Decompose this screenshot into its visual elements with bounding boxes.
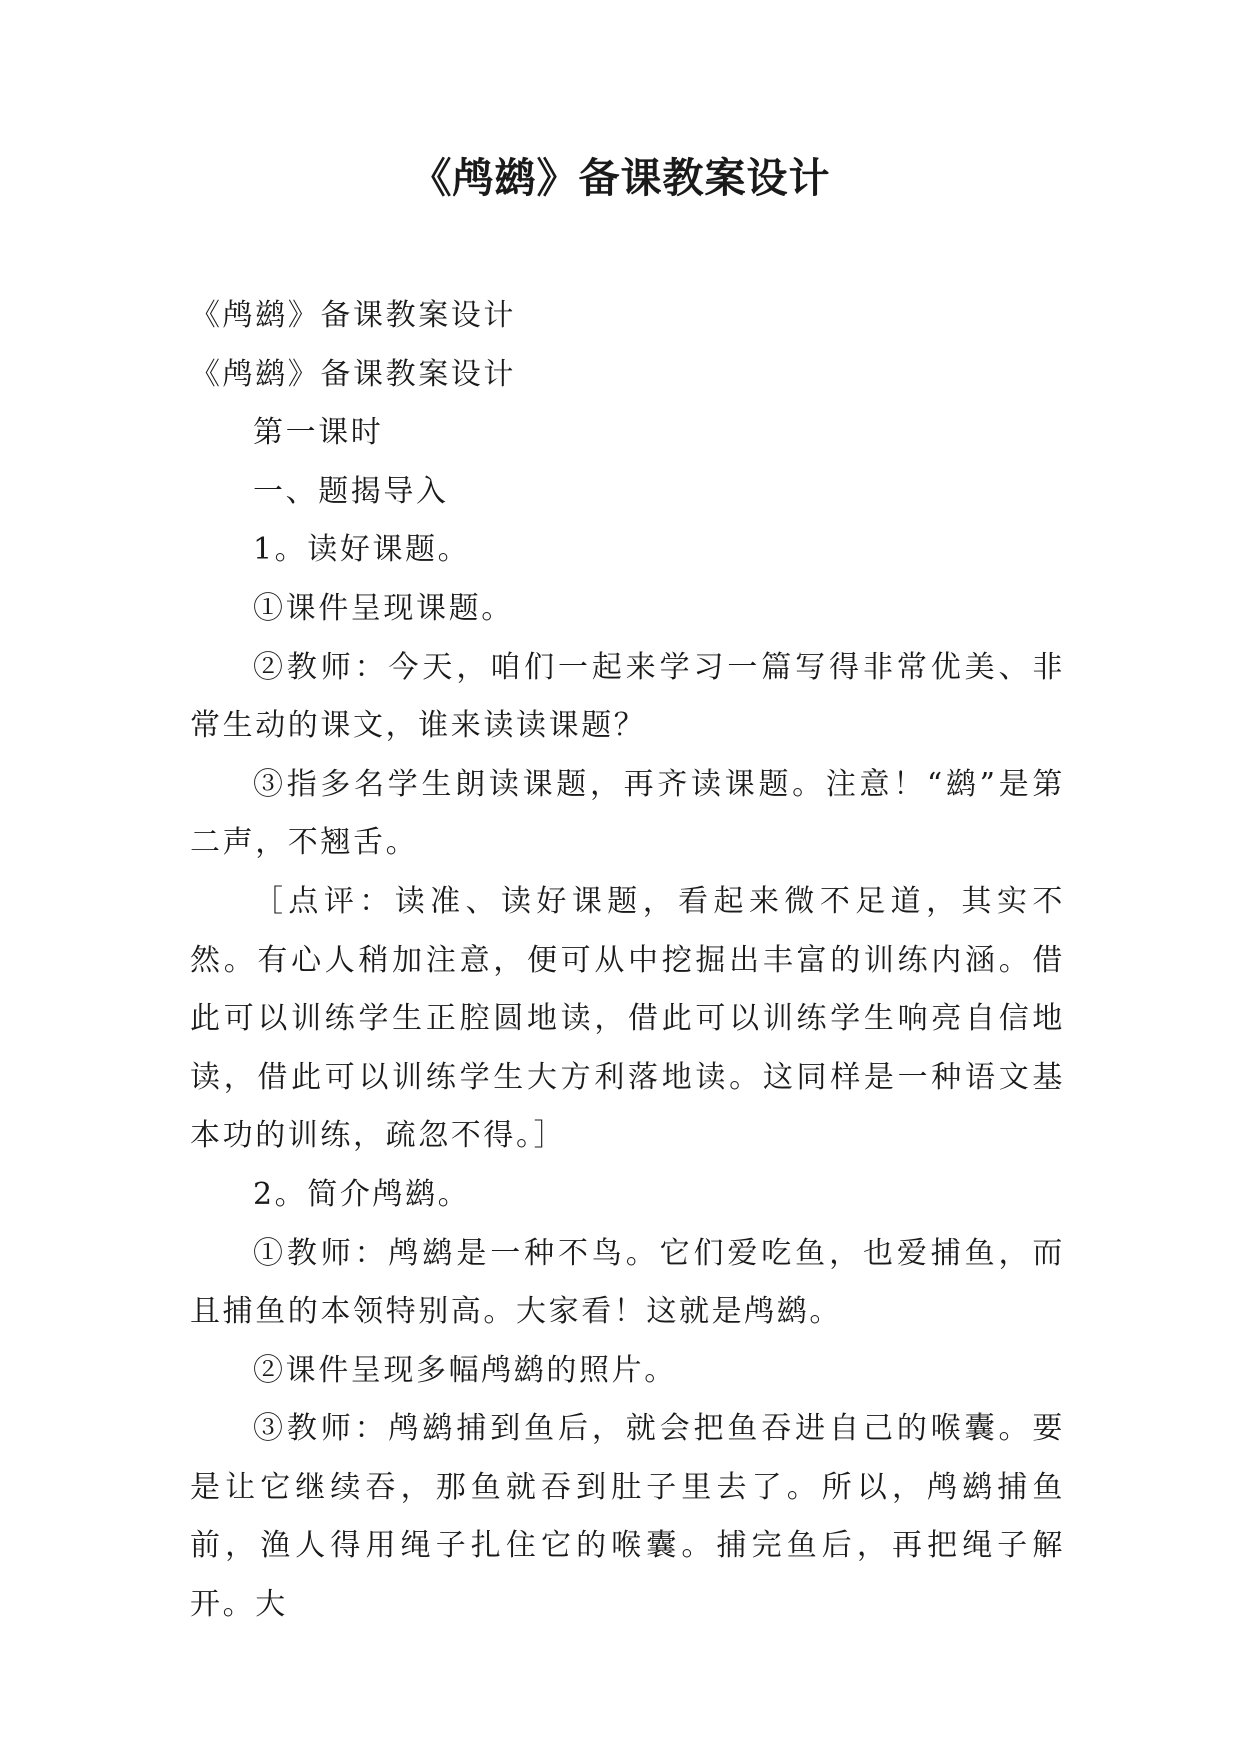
- paragraph-subtitle-1: 《鸬鹚》备课教案设计: [190, 298, 516, 333]
- paragraph-step-1: 1。读好课题。: [253, 532, 471, 568]
- document-body: [190, 287, 1065, 1635]
- paragraph-item: ③教师：鸬鹚捕到鱼后，就会把鱼吞进自己的喉囊。要是让它继续吞，那鱼就吞到肚子里去了。所以，鸬鹚捕鱼前，渔人得用绳子扎住它的喉囊。捕完鱼后，再把绳子解开。大: [190, 1411, 1065, 1623]
- paragraph-item: ②课件呈现多幅鸬鹚的照片。: [253, 1352, 677, 1388]
- paragraph-item: ②教师：今天，咱们一起来学习一篇写得非常优美、非常生动的课文，谁来读读课题？: [190, 649, 1065, 744]
- document-title: 《鸬鹚》备课教案设计: [410, 154, 831, 202]
- paragraph-subtitle-2: 《鸬鹚》备课教案设计: [190, 356, 516, 392]
- paragraph-lesson-period: 第一课时: [253, 415, 384, 451]
- paragraph-item: ③指多名学生朗读课题，再齐读课题。注意！“鹚”是第二声，不翘舌。: [190, 766, 1065, 861]
- paragraph-item: ①教师：鸬鹚是一种不鸟。它们爱吃鱼，也爱捕鱼，而且捕鱼的本领特别高。大家看！这就是鸬鹚。: [190, 1235, 1065, 1330]
- paragraph-commentary: ［点评：读准、读好课题，看起来微不足道，其实不然。有心人稍加注意，便可从中挖掘出丰富的训练内涵。借此可以训练学生正腔圆地读，借此可以训练学生响亮自信地读，借此可以训练学生大方利落地读。这同样是一种语文基本功的训练，疏忽不得。］: [190, 883, 1065, 1154]
- paragraph-section-heading: 一、题揭导入: [253, 473, 449, 509]
- paragraph-item: ①课件呈现课题。: [253, 590, 514, 626]
- paragraph-step-2: 2。简介鸬鹚。: [253, 1176, 471, 1212]
